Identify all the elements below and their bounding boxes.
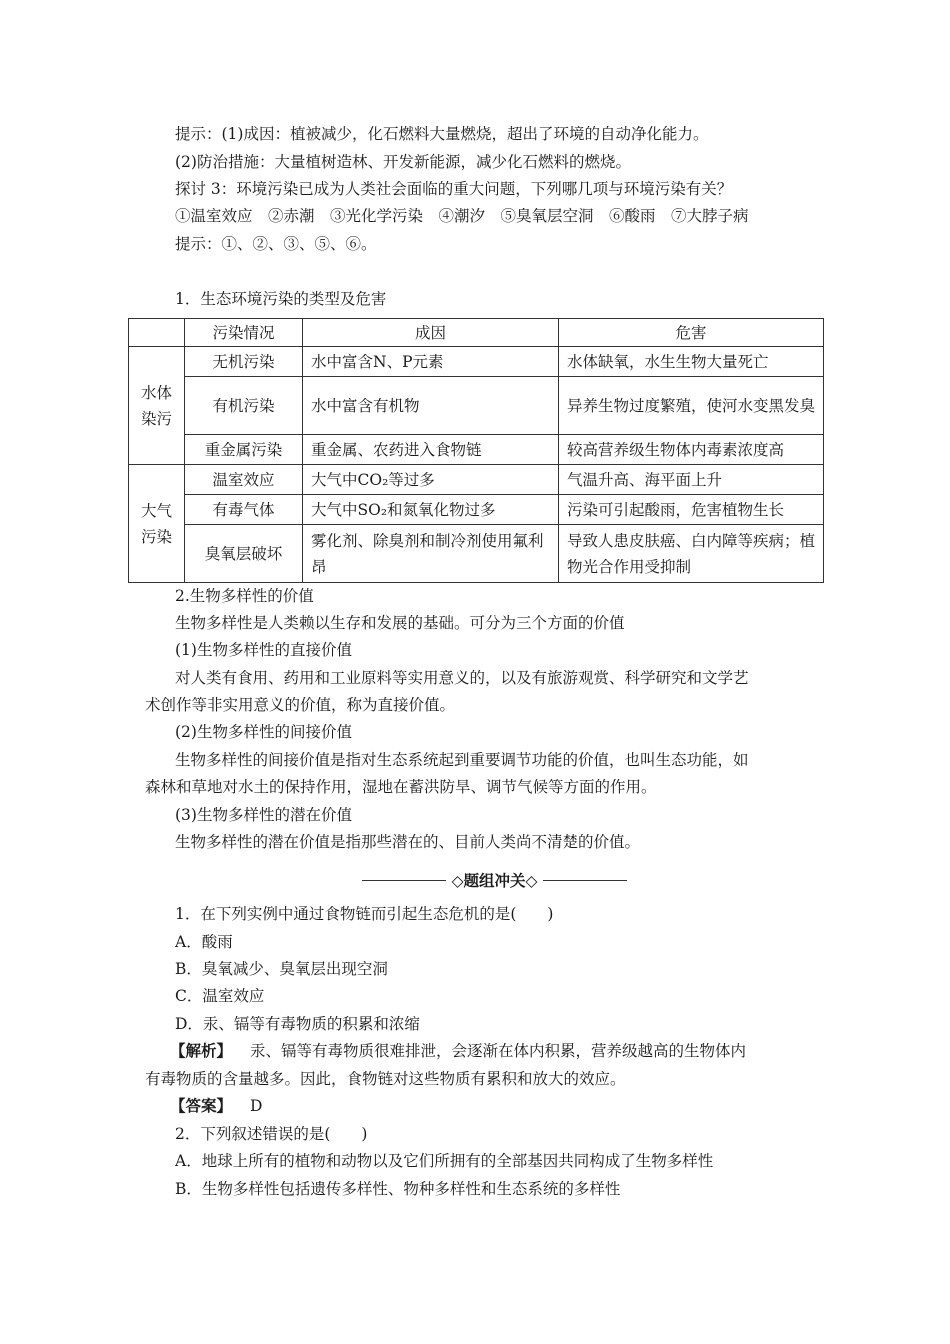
table-header-cell: 危害: [559, 319, 824, 347]
section-divider: [362, 870, 627, 890]
answer-value: D: [250, 1097, 263, 1115]
pollution-cause: 水中富含有机物: [303, 377, 559, 435]
question-2-option-b: B．生物多样性包括遗传多样性、物种多样性和生态系统的多样性: [175, 1180, 621, 1198]
question-1-option-d: D．汞、镉等有毒物质的积累和浓缩: [175, 1015, 420, 1033]
question-1-analysis-1: [170, 1041, 746, 1061]
question-1-option-a: A．酸雨: [175, 933, 233, 951]
question-1-option-b: B．臭氧减少、臭氧层出现空洞: [175, 960, 388, 978]
hint-2: (2)防治措施：大量植树造林、开发新能源，减少化石燃料的燃烧。: [175, 153, 631, 171]
divider-rule-right: [543, 880, 627, 881]
direct-value-text-2: 术创作等非实用意义的价值，称为直接价值。: [145, 696, 456, 714]
water-group-label: 水体染污: [129, 347, 185, 465]
question-1-stem: 1．在下列实例中通过食物链而引起生态危机的是( ): [175, 905, 554, 923]
pollution-cause: 雾化剂、除臭剂和制冷剂使用氟利昂: [303, 525, 559, 583]
options-list: ①温室效应 ②赤潮 ③光化学污染 ④潮汐 ⑤臭氧层空洞 ⑥酸雨 ⑦大脖子病: [175, 207, 749, 225]
table-row: [129, 377, 824, 435]
table-row: [129, 465, 824, 495]
pollution-harm: 气温升高、海平面上升: [559, 465, 824, 495]
explore-3: 探讨 3：环境污染已成为人类社会面临的重大问题，下列哪几项与环境污染有关？: [175, 180, 733, 198]
direct-value-title: (1)生物多样性的直接价值: [175, 641, 352, 659]
direct-value-text-1: 对人类有食用、药用和工业原料等实用意义的，以及有旅游观赏、科学研究和文学艺: [175, 669, 749, 687]
pollution-type: 无机污染: [185, 347, 303, 377]
divider-rule-left: [362, 880, 446, 881]
pollution-type: 有毒气体: [185, 495, 303, 525]
hint-3: 提示：①、②、③、⑤、⑥。: [175, 235, 377, 253]
table-row: [129, 495, 824, 525]
question-1-analysis-2: 有毒物质的含量越多。因此，食物链对这些物质有累积和放大的效应。: [145, 1070, 626, 1088]
indirect-value-text-2: 森林和草地对水土的保持作用，湿地在蓄洪防旱、调节气候等方面的作用。: [145, 778, 657, 796]
pollution-harm: 水体缺氧，水生生物大量死亡: [559, 347, 824, 377]
table-row: [129, 525, 824, 583]
air-group-label: 大气污染: [129, 465, 185, 583]
pollution-harm: 污染可引起酸雨，危害植物生长: [559, 495, 824, 525]
pollution-type: 臭氧层破坏: [185, 525, 303, 583]
question-1-option-c: C．温室效应: [175, 987, 265, 1005]
analysis-text: 汞、镉等有毒物质很难排泄，会逐渐在体内积累，营养级越高的生物体内: [250, 1042, 747, 1060]
pollution-cause: 大气中CO₂等过多: [303, 465, 559, 495]
pollution-cause: 大气中SO₂和氮氧化物过多: [303, 495, 559, 525]
hint-1: 提示：(1)成因：植被减少，化石燃料大量燃烧，超出了环境的自动净化能力。: [175, 125, 709, 143]
pollution-harm: 异养生物过度繁殖，使河水变黑发臭: [559, 377, 824, 435]
table-row: [129, 435, 824, 465]
answer-tag: 【答案】: [170, 1096, 233, 1115]
divider-label: ◇题组冲关◇: [451, 872, 538, 890]
pollution-harm: 导致人患皮肤癌、白内障等疾病；植物光合作用受抑制: [559, 525, 824, 583]
pollution-cause: 水中富含N、P元素: [303, 347, 559, 377]
pollution-type: 有机污染: [185, 377, 303, 435]
table-header-cell: 污染情况: [185, 319, 303, 347]
question-2-stem: 2．下列叙述错误的是( ): [175, 1125, 368, 1143]
section-2-title: 2.生物多样性的价值: [175, 587, 314, 605]
pollution-type: 温室效应: [185, 465, 303, 495]
table-header-row: [129, 319, 824, 347]
potential-value-title: (3)生物多样性的潜在价值: [175, 806, 352, 824]
pollution-table: [128, 318, 824, 583]
table-header-cell: [129, 319, 185, 347]
indirect-value-text-1: 生物多样性的间接价值是指对生态系统起到重要调节功能的价值，也叫生态功能，如: [175, 751, 749, 769]
question-1-answer: [170, 1096, 262, 1116]
pollution-harm: 较高营养级生物体内毒素浓度高: [559, 435, 824, 465]
analysis-tag: 【解析】: [170, 1041, 233, 1060]
table-header-cell: 成因: [303, 319, 559, 347]
indirect-value-title: (2)生物多样性的间接价值: [175, 723, 352, 741]
section-1-title: 1．生态环境污染的类型及危害: [175, 290, 387, 308]
potential-value-text: 生物多样性的潜在价值是指那些潜在的、目前人类尚不清楚的价值。: [175, 833, 641, 851]
section-2-intro: 生物多样性是人类赖以生存和发展的基础。可分为三个方面的价值: [175, 614, 625, 632]
table-row: [129, 347, 824, 377]
pollution-type: 重金属污染: [185, 435, 303, 465]
question-2-option-a: A．地球上所有的植物和动物以及它们所拥有的全部基因共同构成了生物多样性: [175, 1152, 714, 1170]
pollution-cause: 重金属、农药进入食物链: [303, 435, 559, 465]
